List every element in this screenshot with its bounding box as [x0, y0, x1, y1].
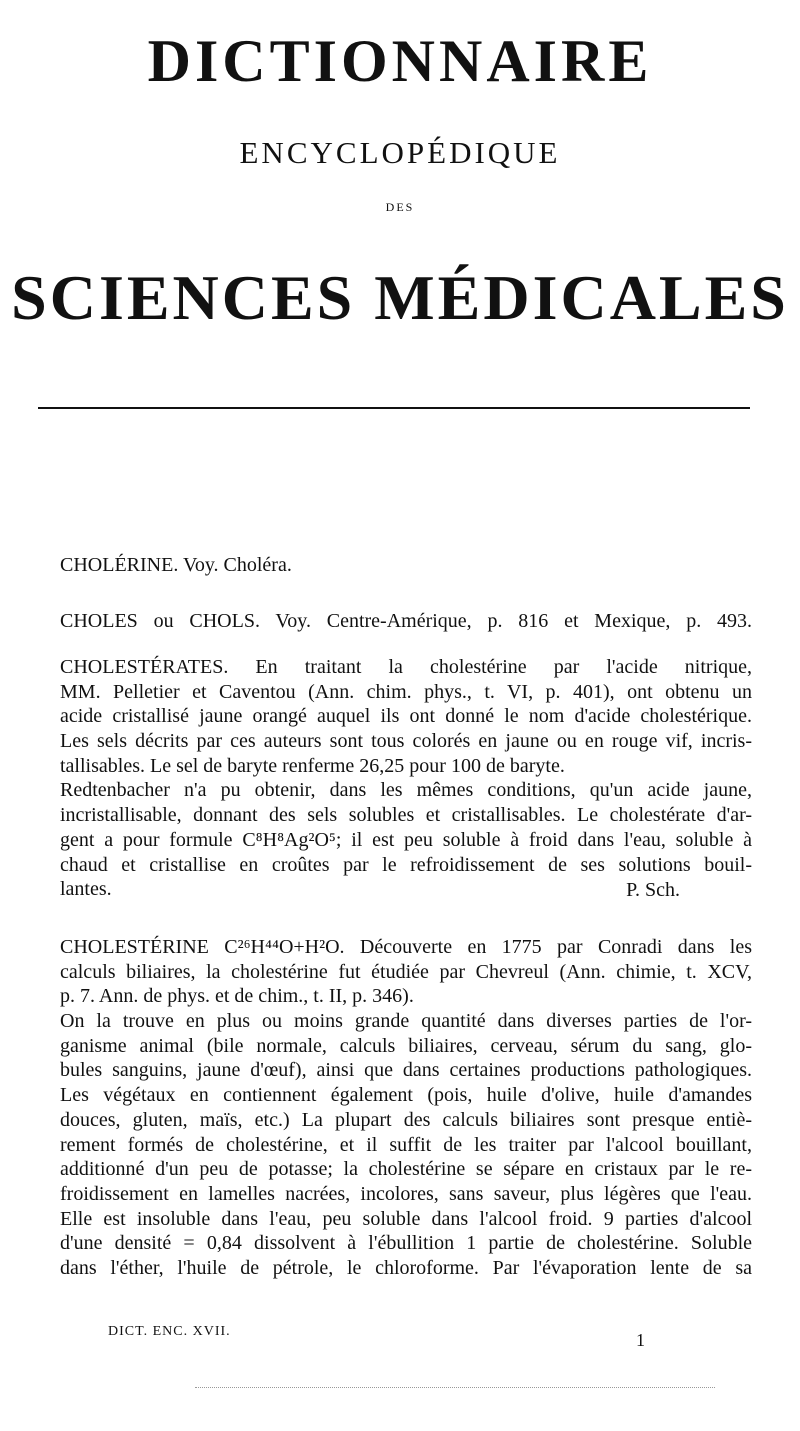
title-des: DES — [385, 200, 415, 214]
entry-line: CHOLÉRINE. Voy. Choléra. — [60, 554, 292, 576]
entry-line: ganisme animal (bile normale, calculs biliaires, cerveau, sérum du sang, glo- — [60, 1034, 752, 1057]
entry-line: On la trouve en plus ou moins grande quantité dans diverses parties de l'or- — [60, 1010, 752, 1033]
entry-line: lantes. — [60, 878, 112, 901]
entry-line: CHOLES ou CHOLS. Voy. Centre-Amérique, p. 816 et Mexique, p. 493. — [60, 610, 752, 632]
entry-line: bules sanguins, jaune d'œuf), ainsi que dans certaines productions pathologiques. — [60, 1059, 752, 1082]
title-sciences-medicales: SCIENCES MÉDICALES — [11, 262, 789, 333]
entry-line: calculs biliaires, la cholestérine fut étudiée par Chevreul (Ann. chimie, t. XCV, — [60, 960, 752, 983]
entry-line: additionné d'un peu de potasse; la cholestérine se sépare en cristaux par le re- — [60, 1158, 752, 1181]
entry-line: dans l'éther, l'huile de pétrole, le chloroforme. Par l'évaporation lente de sa — [60, 1256, 752, 1279]
entry-line: incristallisable, donnant des sels solubles et cristallisables. Le cholestérate d'ar- — [60, 804, 752, 827]
entry-line: d'une densité = 0,84 dissolvent à l'ébullition 1 partie de cholestérine. Soluble — [60, 1232, 752, 1255]
entry-line: froidissement en lamelles nacrées, incolores, sans saveur, plus légères que l'eau. — [60, 1182, 752, 1205]
entry-line: MM. Pelletier et Caventou (Ann. chim. phys., t. VI, p. 401), ont obtenu un — [60, 680, 752, 703]
entry-line: chaud et cristallise en croûtes par le refroidissement de ses solutions bouil- — [60, 853, 752, 876]
entry-line: douces, gluten, maïs, etc.) La plupart des calculs biliaires sont presque entiè- — [60, 1108, 752, 1131]
entry-line: rement formés de cholestérine, et il suffit de les traiter par l'alcool bouillant, — [60, 1133, 752, 1156]
entry-line: CHOLESTÉRATES. En traitant la cholestérine par l'acide nitrique, — [60, 656, 752, 678]
entry-line: CHOLESTÉRINE C²⁶H⁴⁴O+H²O. Découverte en 1775 par Conradi dans les — [60, 936, 752, 958]
entry-choles — [60, 609, 752, 634]
entry-line: p. 7. Ann. de phys. et de chim., t. II, p. 346). — [60, 985, 414, 1008]
author-signature: P. Sch. — [626, 878, 680, 901]
title-dictionnaire: DICTIONNAIRE — [147, 28, 653, 94]
entry-cholesterine — [60, 935, 752, 1281]
entry-line: tallisables. Le sel de baryte renferme 26,25 pour 100 de baryte. — [60, 754, 565, 777]
entry-line: Les végétaux en contiennent également (pois, huile d'olive, huile d'amandes — [60, 1084, 752, 1107]
page-bottom-specks — [195, 1387, 715, 1388]
entry-line: gent a pour formule C⁸H⁸Ag²O⁵; il est peu soluble à froid dans l'eau, soluble à — [60, 828, 752, 851]
header-rule — [38, 407, 750, 409]
entry-line: acide cristallisé jaune orangé auquel ils ont donné le nom d'acide cholestérique. — [60, 705, 752, 728]
entry-cholerine — [60, 553, 752, 578]
entry-cholesterates — [60, 655, 752, 903]
title-encyclopedique: ENCYCLOPÉDIQUE — [239, 135, 561, 170]
entry-line: Elle est insoluble dans l'eau, peu soluble dans l'alcool froid. 9 parties d'alcool — [60, 1207, 752, 1230]
entry-line: Les sels décrits par ces auteurs sont tous colorés en jaune ou en rouge vif, incris- — [60, 730, 752, 753]
page-number: 1 — [636, 1330, 645, 1350]
signature-mark: DICT. ENC. XVII. — [108, 1324, 231, 1339]
entry-line: Redtenbacher n'a pu obtenir, dans les mêmes conditions, qu'un acide jaune, — [60, 779, 752, 802]
